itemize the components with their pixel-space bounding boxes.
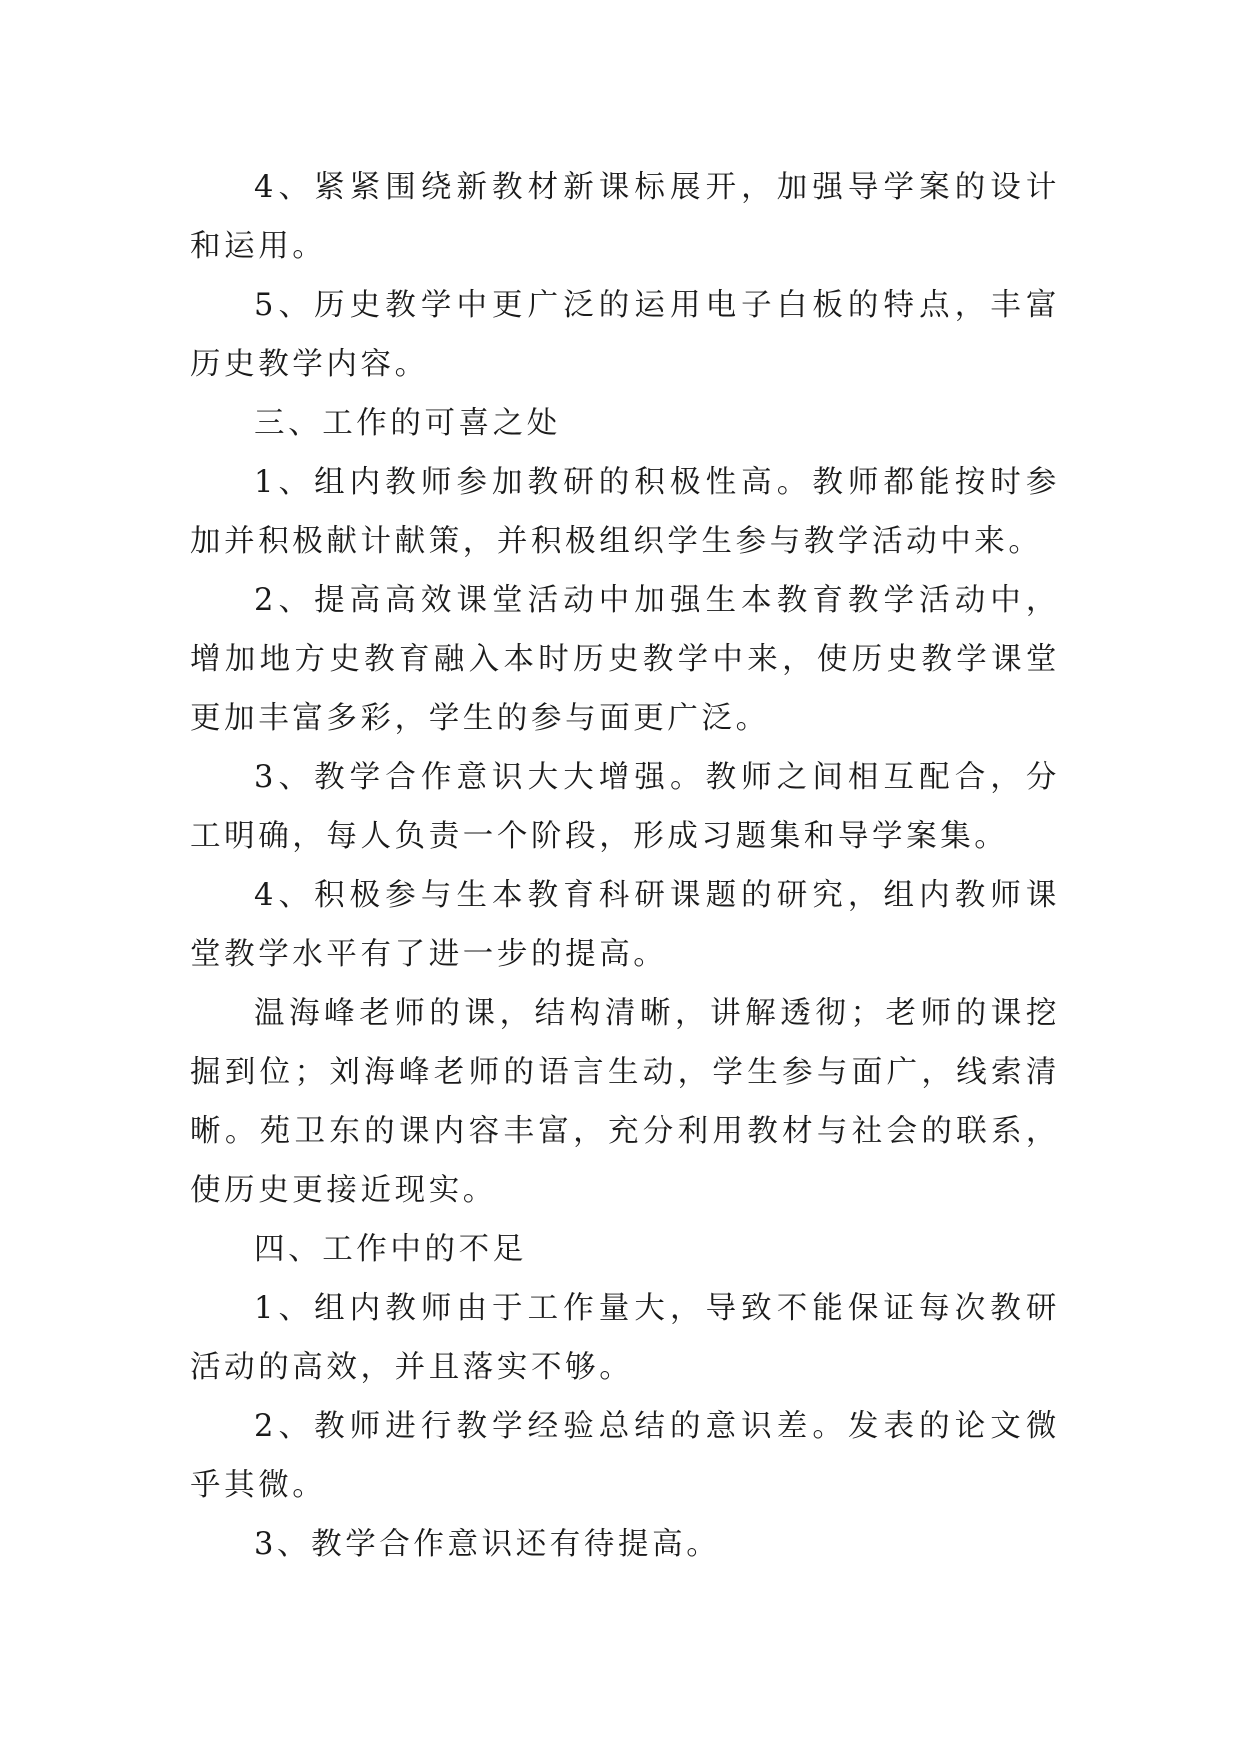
paragraph-item-5-whiteboard: 5、历史教学中更广泛的运用电子白板的特点，丰富历史教学内容。 — [190, 288, 1060, 382]
section-heading-shortcomings: 四、工作中的不足 — [254, 1232, 527, 1267]
paragraph-shortcoming-3: 3、教学合作意识还有待提高。 — [254, 1527, 721, 1562]
paragraph-highlight-2: 2、提高高效课堂活动中加强生本教育教学活动中，增加地方史教育融入本时历史教学中来，使历史教学课堂更加丰富多彩，学生的参与面更广泛。 — [190, 583, 1060, 736]
paragraph-teacher-remarks: 温海峰老师的课，结构清晰，讲解透彻；老师的课挖掘到位；刘海峰老师的语言生动，学生参与面广，线索清晰。苑卫东的课内容丰富，充分利用教材与社会的联系，使历史更接近现实。 — [190, 996, 1060, 1208]
document-page — [190, 158, 1060, 1574]
paragraph-highlight-1: 1、组内教师参加教研的积极性高。教师都能按时参加并积极献计献策，并积极组织学生参与教学活动中来。 — [190, 465, 1060, 559]
section-heading-highlights: 三、工作的可喜之处 — [254, 406, 561, 441]
paragraph-shortcoming-1: 1、组内教师由于工作量大，导致不能保证每次教研活动的高效，并且落实不够。 — [190, 1291, 1060, 1385]
paragraph-highlight-3: 3、教学合作意识大大增强。教师之间相互配合，分工明确，每人负责一个阶段，形成习题集和导学案集。 — [190, 760, 1060, 854]
paragraph-shortcoming-2: 2、教师进行教学经验总结的意识差。发表的论文微乎其微。 — [190, 1409, 1060, 1503]
paragraph-highlight-4: 4、积极参与生本教育科研课题的研究，组内教师课堂教学水平有了进一步的提高。 — [190, 878, 1060, 972]
paragraph-item-4-textbook: 4、紧紧围绕新教材新课标展开，加强导学案的设计和运用。 — [190, 170, 1060, 264]
